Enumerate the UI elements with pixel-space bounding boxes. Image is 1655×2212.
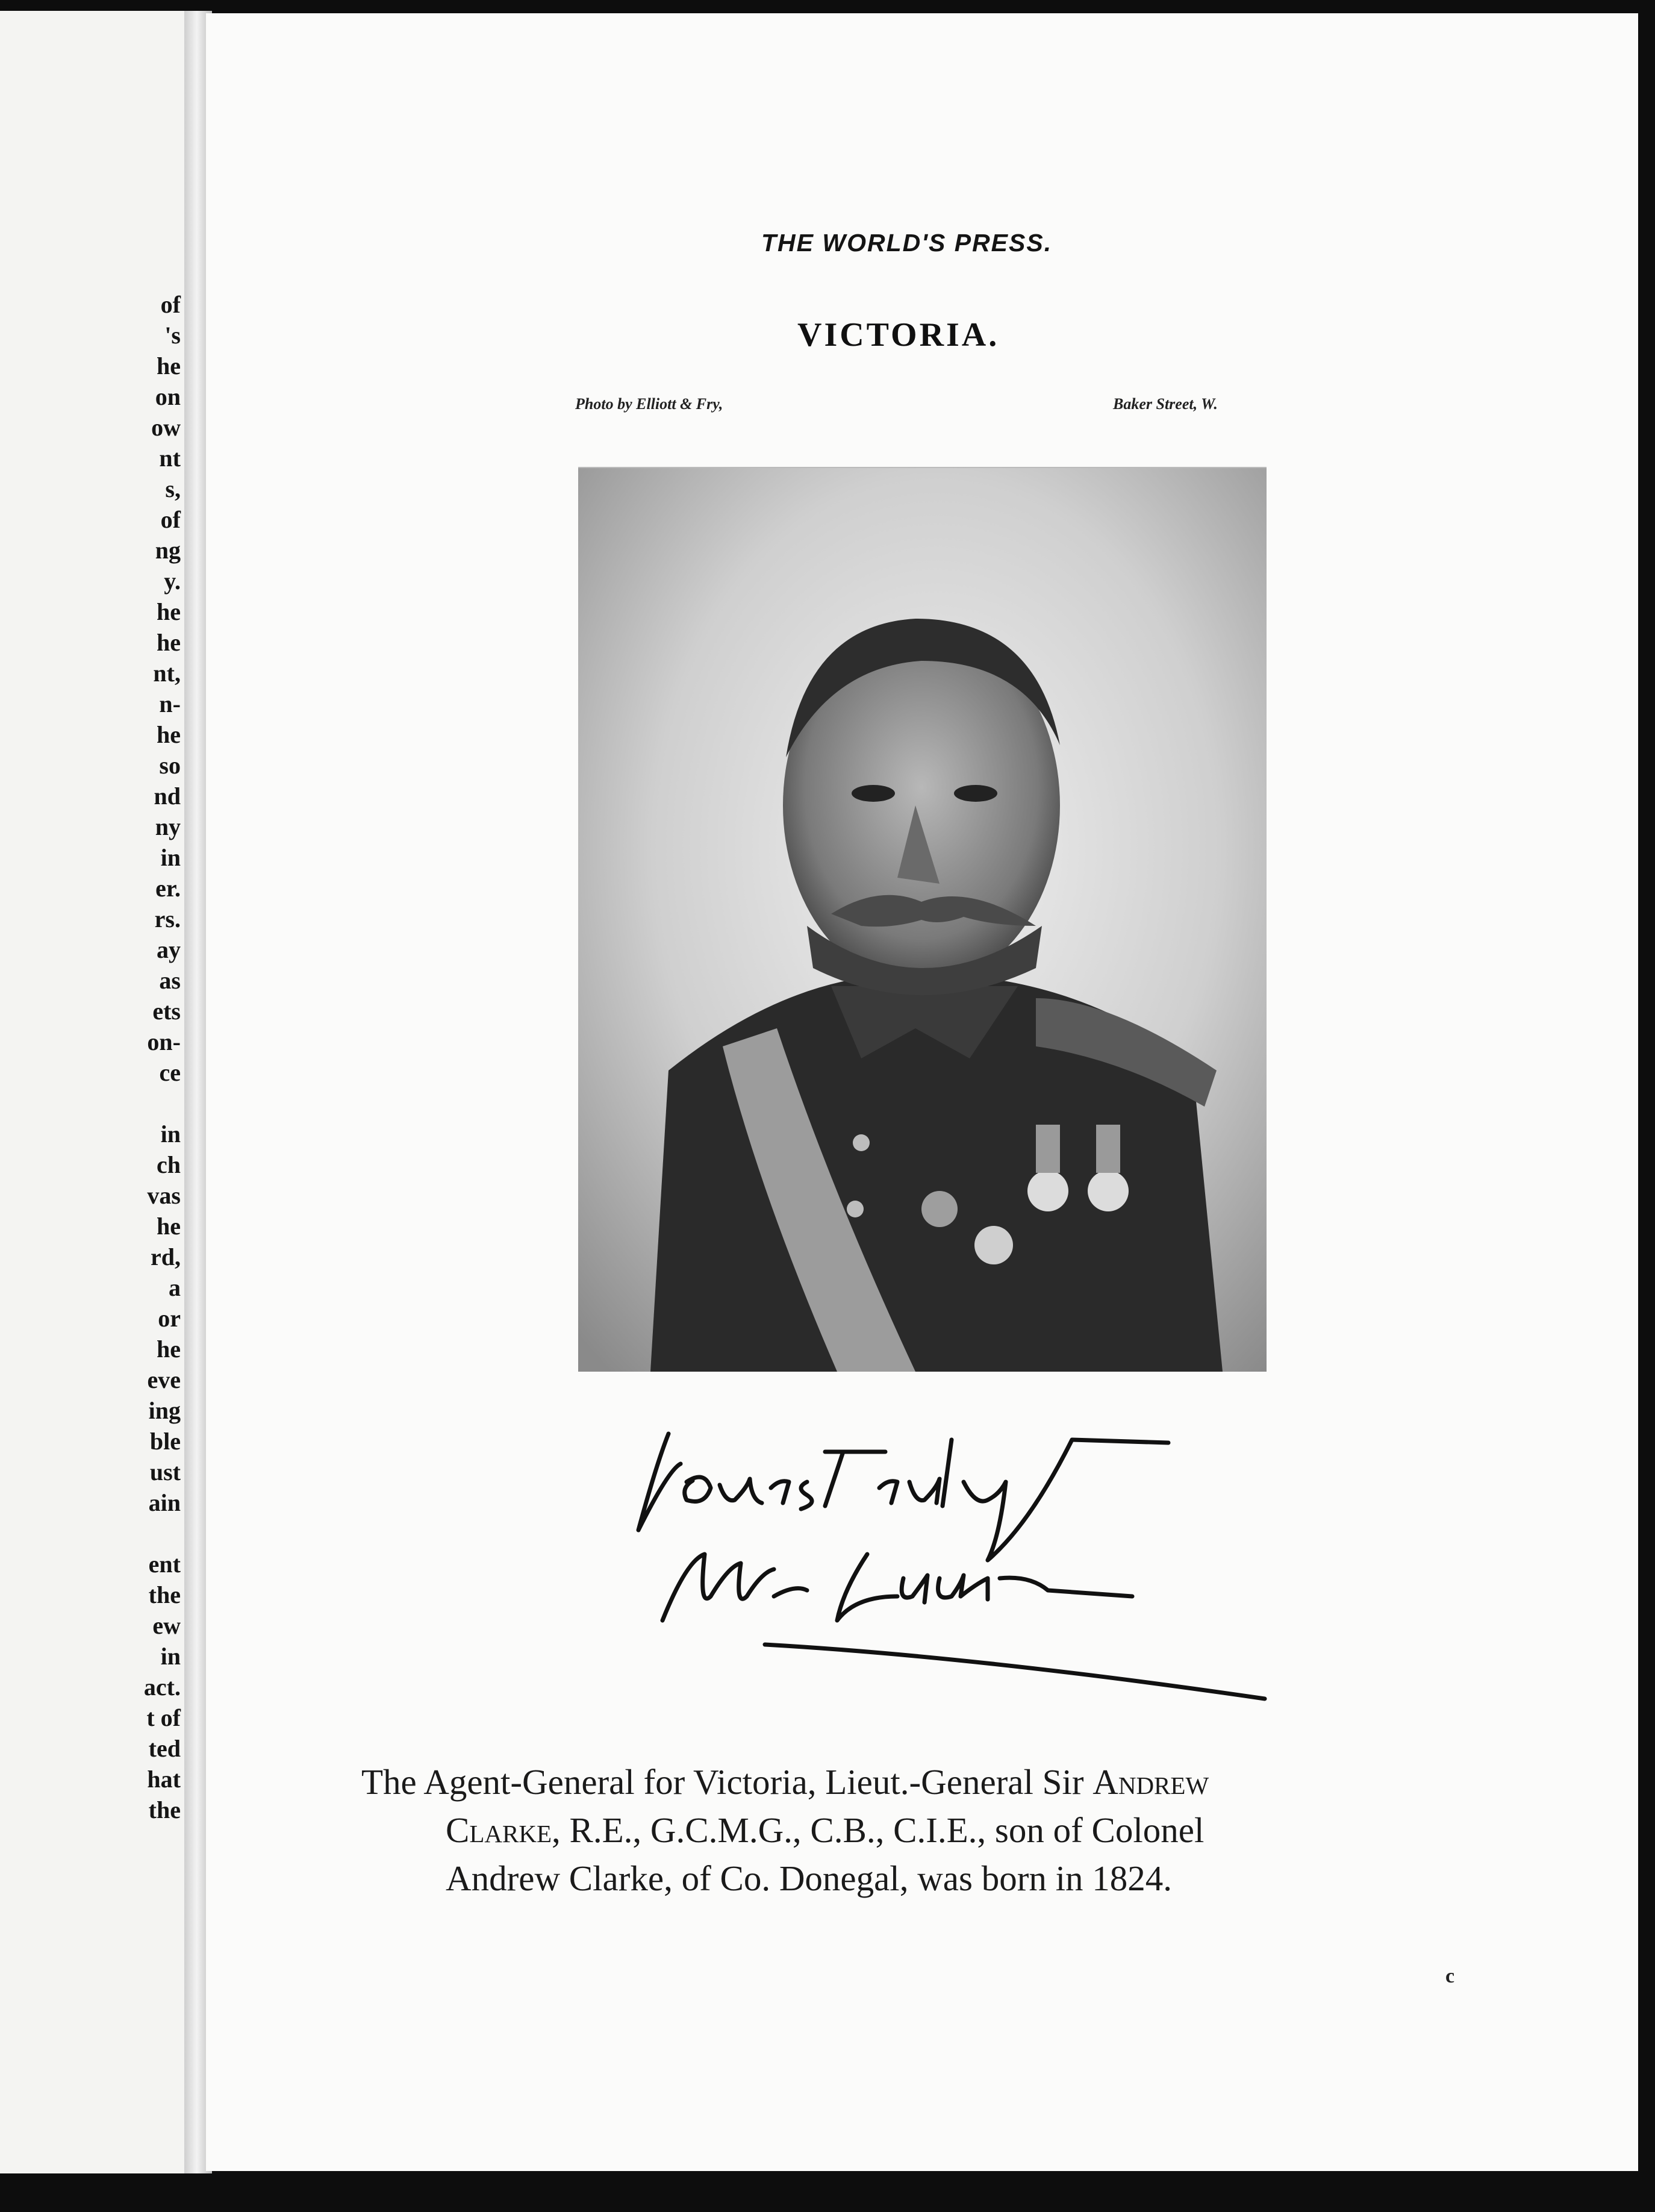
left-page-fragment: ew [152, 1612, 181, 1639]
left-page-fragment: on [155, 383, 181, 410]
handwritten-signature [614, 1416, 1307, 1732]
section-title: VICTORIA. [797, 316, 1000, 354]
left-page-fragment: ng [155, 537, 181, 564]
left-page-fragment: y. [164, 567, 181, 595]
left-page-fragment: er. [155, 875, 181, 902]
left-page-fragment: nt [159, 445, 181, 472]
left-page-fragment: as [159, 967, 181, 994]
left-page-fragment [144, 1518, 181, 1549]
left-page-edge [0, 11, 195, 2173]
left-page-fragment: so [159, 752, 181, 779]
left-page-fragment [144, 1088, 181, 1119]
left-page-fragment: of [160, 506, 181, 533]
left-page-fragment: he [157, 629, 181, 656]
left-page-fragment: 's [164, 322, 181, 349]
left-page-fragment: vas [147, 1182, 181, 1209]
left-page-fragment: rs. [154, 905, 181, 933]
portrait-caption [361, 1758, 1494, 1902]
left-page-text-fragments [144, 289, 181, 1825]
signature-drawing [614, 1416, 1307, 1729]
left-page-fragment: hat [147, 1766, 181, 1793]
portrait-image [578, 468, 1267, 1372]
left-page-fragment: ted [148, 1735, 181, 1762]
left-page-fragment: he [157, 1213, 181, 1240]
left-page-fragment: he [157, 1336, 181, 1363]
portrait-photograph [578, 467, 1267, 1372]
left-page-fragment: on- [147, 1028, 181, 1055]
left-page-fragment: ch [157, 1151, 181, 1178]
left-page-fragment: nd [154, 783, 181, 810]
photo-credit-left: Photo by Elliott & Fry, [575, 395, 723, 413]
left-page-fragment: act. [143, 1673, 181, 1701]
left-page-fragment: rd, [151, 1243, 181, 1270]
left-page-fragment: he [157, 598, 181, 625]
left-page-fragment: eve [147, 1366, 181, 1393]
left-page-fragment: the [148, 1581, 181, 1608]
left-page-fragment: ow [151, 414, 181, 441]
left-page-fragment: in [160, 844, 181, 871]
photo-credit-right: Baker Street, W. [1113, 395, 1218, 413]
caption-line-3: Andrew Clarke, of Co. Donegal, was born in 1824. [446, 1858, 1172, 1898]
caption-line-1 [361, 1758, 1494, 1806]
left-page-fragment: s, [165, 475, 181, 502]
caption-line-2-text: , R.E., G.C.M.G., C.B., C.I.E., son of Colonel [552, 1810, 1205, 1850]
running-head: THE WORLD'S PRESS. [761, 229, 1053, 257]
left-page-fragment: ent [148, 1551, 181, 1578]
left-page-fragment: ing [148, 1397, 181, 1424]
left-page-fragment: nt, [153, 660, 181, 687]
left-page-fragment: ny [155, 813, 181, 840]
left-page-fragment: the [148, 1796, 181, 1823]
printer-signature-mark: c [1445, 1965, 1455, 1987]
left-page-fragment: he [157, 352, 181, 380]
left-page-fragment: n- [159, 690, 181, 717]
left-page-fragment: in [160, 1120, 181, 1148]
caption-name-first: Andrew [1092, 1762, 1209, 1802]
left-page-fragment: t of [146, 1704, 181, 1731]
left-page-fragment: ain [148, 1489, 181, 1516]
left-page-fragment: in [160, 1643, 181, 1670]
caption-line-2 [361, 1806, 1494, 1854]
left-page-fragment: ets [152, 998, 181, 1025]
left-page-fragment: a [169, 1274, 181, 1301]
left-page-fragment: of [160, 291, 181, 318]
left-page-fragment: ble [149, 1428, 181, 1455]
left-page-fragment: ce [159, 1059, 181, 1086]
left-page-fragment: ust [149, 1458, 181, 1486]
caption-name-surname: Clarke [446, 1810, 552, 1850]
left-page-fragment: he [157, 721, 181, 748]
caption-line-1-text: The Agent-General for Victoria, Lieut.-General Sir [361, 1762, 1093, 1802]
left-page-fragment: ay [157, 936, 181, 963]
left-page-fragment: or [158, 1305, 181, 1332]
